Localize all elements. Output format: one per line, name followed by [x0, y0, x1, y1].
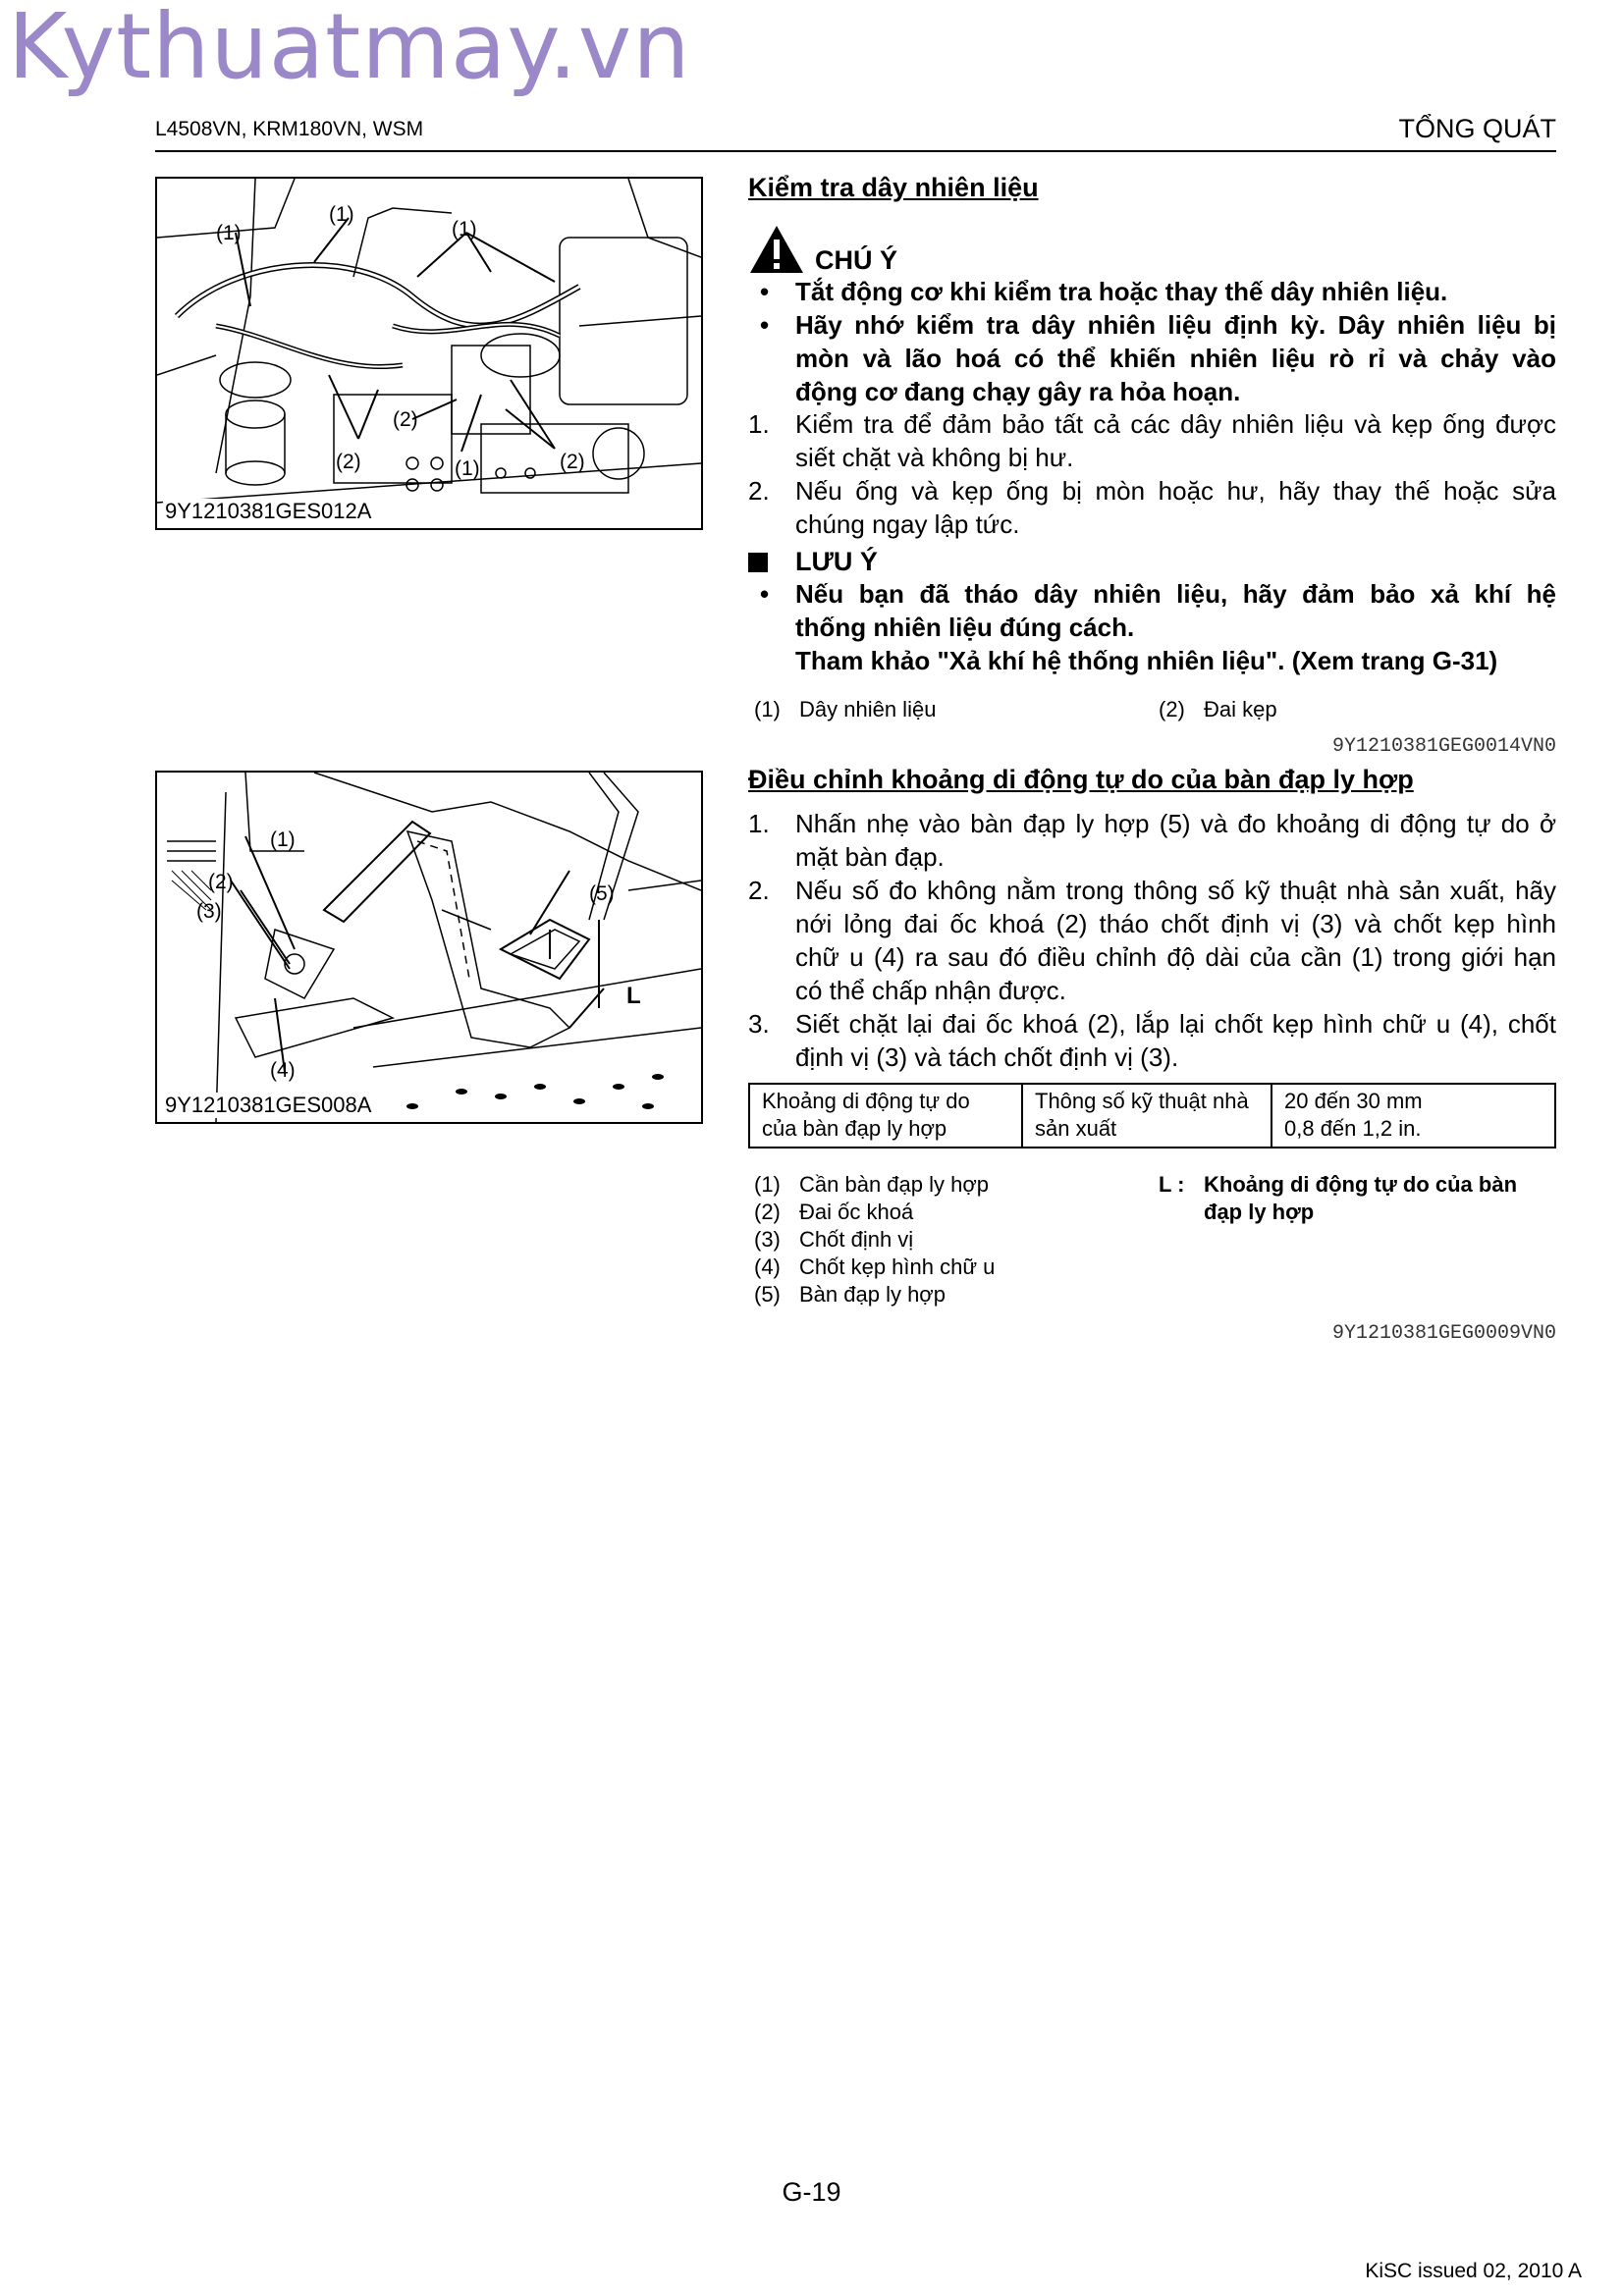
figure1-label: (1): [455, 457, 480, 480]
note-line: thống nhiên liệu đúng cách.: [795, 613, 1135, 642]
spec-cell: [1271, 1084, 1555, 1148]
figure1-label: (1): [452, 218, 477, 240]
step-text: định vị (3) và tách chốt định vị (3).: [795, 1042, 1179, 1072]
caution-item-cont: mòn và lão hoá có thể khiến nhiên liệu rò rỉ và chảy vào: [795, 344, 1556, 373]
step-text: có thể chấp nhận được.: [795, 976, 1066, 1005]
legend-num: (3): [754, 1227, 781, 1252]
step-text: chữ u (4) ra sau đó điều chỉnh độ dài của cần (1) trong giới hạn: [795, 942, 1556, 972]
bullet: •: [760, 277, 770, 306]
legend-L-text: đạp ly hợp: [1204, 1200, 1315, 1224]
legend-num: (5): [754, 1282, 781, 1307]
note-line: Nếu bạn đã tháo dây nhiên liệu, hãy đảm bảo xả khí hệ: [795, 579, 1556, 609]
legend-text: Chốt định vị: [799, 1227, 914, 1252]
figure1-label: (2): [560, 451, 585, 473]
note-list: [748, 577, 1556, 680]
figure2-label: (2): [208, 871, 234, 893]
header-left: L4508VN, KRM180VN, WSM: [155, 118, 424, 140]
step-text: nới lỏng đai ốc khoá (2) tháo chốt định vị (3) và chốt kẹp hình: [795, 909, 1556, 938]
legend-num: (2): [754, 1200, 781, 1224]
step-text: Nếu ống và kẹp ống bị mòn hoặc hư, hãy thay thế hoặc sửa: [795, 476, 1556, 506]
issued-note: KiSC issued 02, 2010 A: [1365, 2260, 1582, 2282]
figure1-code: 9Y1210381GES012A: [165, 499, 372, 523]
note-square-icon: [748, 553, 768, 572]
step-text: siết chặt và không bị hư.: [795, 443, 1074, 472]
section2-title: Điều chỉnh khoảng di động tự do của bàn đạp ly hợp: [748, 765, 1414, 794]
legend-text: Đai ốc khoá: [799, 1200, 914, 1224]
legend-text: Chốt kẹp hình chữ u: [799, 1255, 996, 1279]
figure1-label: (2): [393, 408, 418, 431]
watermark: Kythuatmay.vn: [8, 0, 691, 99]
caution-item: Tắt động cơ khi kiểm tra hoặc thay thế dây nhiên liệu.: [795, 277, 1448, 306]
step-number: 1.: [748, 809, 770, 838]
fuel-line-figure: [155, 177, 703, 530]
figure1-label: (1): [329, 203, 354, 226]
legend-L-text: Khoảng di động tự do của bàn: [1204, 1172, 1518, 1197]
caution-item-cont: động cơ đang chạy gây ra hỏa hoạn.: [795, 377, 1241, 406]
step-number: 2.: [748, 876, 770, 905]
spec-value: 0,8 đến 1,2 in.: [1284, 1116, 1422, 1141]
note-line: Tham khảo "Xả khí hệ thống nhiên liệu". (Xem trang G-31): [795, 646, 1498, 675]
figure1-label: (2): [336, 451, 361, 473]
step-text: Nếu số đo không nằm trong thông số kỹ thuật nhà sản xuất, hãy: [795, 876, 1556, 905]
spec-table: [748, 1083, 1556, 1148]
step-text: Nhấn nhẹ vào bàn đạp ly hợp (5) và đo khoảng di động tự do ở: [795, 809, 1556, 838]
figure2-code: 9Y1210381GES008A: [165, 1093, 372, 1117]
header-rule: [155, 150, 1556, 152]
spec-type: sản xuất: [1035, 1116, 1117, 1141]
spec-row: [749, 1084, 1555, 1148]
spec-value: 20 đến 30 mm: [1284, 1089, 1423, 1113]
figure2-label: (1): [270, 828, 296, 851]
bullet: •: [760, 310, 770, 340]
step-text: mặt bàn đạp.: [795, 842, 945, 872]
legend-num: (4): [754, 1255, 781, 1279]
legend-text: Bàn đạp ly hợp: [799, 1282, 946, 1307]
fuel-check-steps: [748, 407, 1556, 545]
figure2-label: (3): [196, 900, 222, 923]
spec-item: của bàn đạp ly hợp: [762, 1116, 947, 1141]
step-text: Kiểm tra để đảm bảo tất cả các dây nhiên liệu và kẹp ống được: [795, 409, 1556, 439]
spec-cell: [1022, 1084, 1271, 1148]
clutch-legend: [754, 1172, 1049, 1319]
step-number: 1.: [748, 409, 770, 439]
legend-num: (1): [754, 697, 781, 721]
legend-num: (2): [1159, 697, 1185, 721]
section1-code: 9Y1210381GEG0014VN0: [1331, 735, 1556, 758]
figure2-label: L: [626, 983, 641, 1009]
legend-text: Cần bàn đạp ly hợp: [799, 1172, 990, 1197]
warning-icon: [748, 224, 807, 273]
figure1-label: (1): [216, 222, 242, 244]
clutch-pedal-figure: [155, 771, 703, 1124]
step-text: Siết chặt lại đai ốc khoá (2), lắp lại chốt kẹp hình chữ u (4), chốt: [795, 1009, 1556, 1039]
spec-type: Thông số kỹ thuật nhà: [1035, 1089, 1249, 1113]
figure2-label: (5): [589, 882, 615, 905]
figure2-label: (4): [270, 1059, 296, 1082]
legend-text: Dây nhiên liệu: [799, 697, 937, 721]
section2-code: 9Y1210381GEG0009VN0: [1331, 1322, 1556, 1345]
spec-cell: [749, 1084, 1022, 1148]
spec-item: Khoảng di động tự do: [762, 1089, 970, 1113]
page-number: G-19: [782, 2177, 841, 2207]
step-text: chúng ngay lập tức.: [795, 509, 1020, 539]
caution-list: [748, 275, 1556, 412]
note-title: LƯU Ý: [795, 547, 878, 576]
fuel-line-illustration: [157, 179, 701, 528]
step-number: 2.: [748, 476, 770, 506]
bullet: •: [760, 579, 770, 609]
legend-L-key: L :: [1159, 1172, 1185, 1197]
section1-title: Kiểm tra dây nhiên liệu: [748, 173, 1039, 202]
legend-num: (1): [754, 1172, 781, 1197]
clutch-steps: [748, 807, 1556, 1072]
caution-item: Hãy nhớ kiểm tra dây nhiên liệu định kỳ. Dây nhiên liệu bị: [795, 310, 1556, 340]
header-right: TỔNG QUÁT: [1398, 114, 1556, 143]
caution-title: CHÚ Ý: [815, 245, 898, 275]
step-number: 3.: [748, 1009, 770, 1039]
legend-text: Đai kẹp: [1204, 697, 1277, 721]
clutch-pedal-illustration: [157, 773, 701, 1122]
